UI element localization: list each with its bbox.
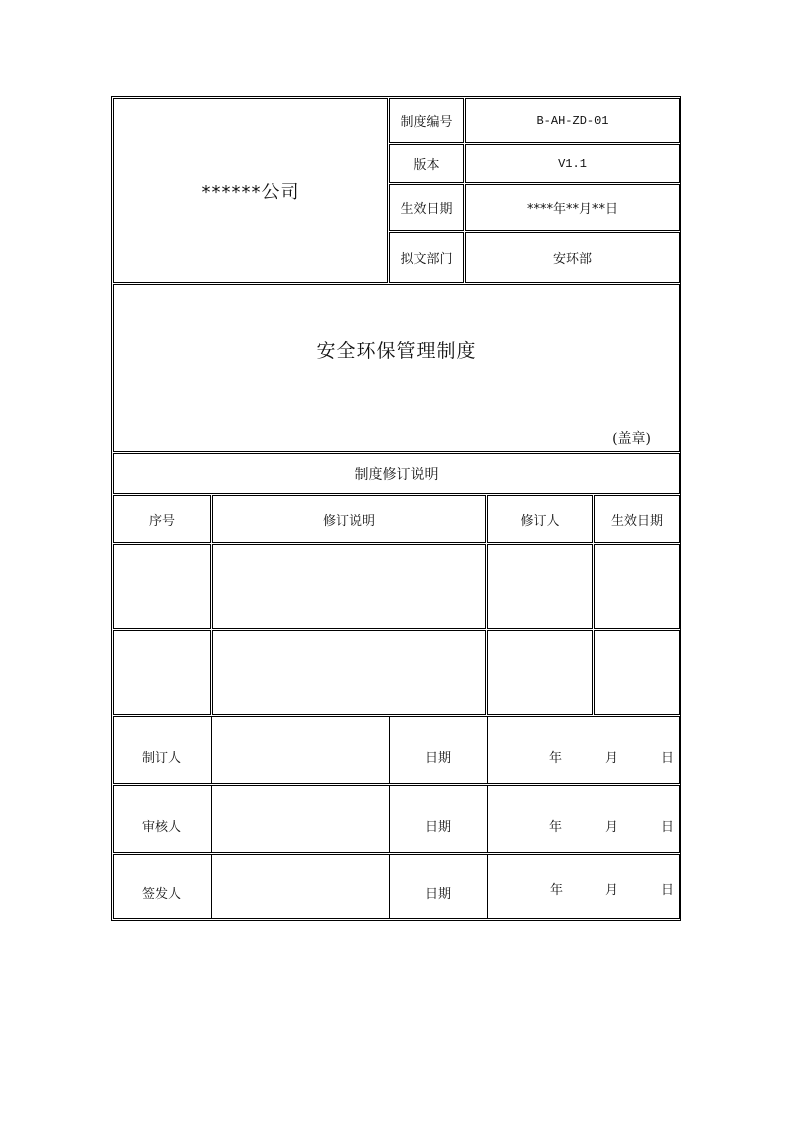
- company-name: ******公司: [201, 181, 300, 203]
- col-header-seq-label: 序号: [148, 513, 175, 529]
- issuer-label: 签发人: [142, 887, 182, 902]
- effective-date-value: ****年**月**日: [526, 202, 618, 217]
- reviewer-date-field[interactable]: [488, 786, 679, 852]
- drafter-date-label: 日期: [425, 751, 452, 766]
- version-label: 版本: [413, 158, 440, 173]
- col-header-reviser-label: 修订人: [520, 513, 560, 529]
- month-label: 月: [605, 751, 619, 766]
- drafter-name-field[interactable]: [212, 717, 389, 783]
- effective-date-label-cell: [389, 184, 464, 231]
- col-header-effective-date: [594, 495, 680, 543]
- day-label: 日: [661, 820, 675, 835]
- revision-row-2-seq[interactable]: [113, 630, 211, 715]
- issuer-date-label: 日期: [425, 887, 452, 902]
- reviewer-label: 审核人: [142, 820, 182, 835]
- revision-row-2-effective-date[interactable]: [594, 630, 680, 715]
- col-header-description: [212, 495, 486, 543]
- signature-row-drafter: [113, 716, 680, 784]
- day-label: 日: [661, 883, 675, 898]
- doc-number-value: B-AH-ZD-01: [536, 113, 609, 128]
- document-title: 安全环保管理制度: [316, 340, 477, 362]
- col-header-effective-date-label: 生效日期: [610, 513, 663, 529]
- col-header-seq: [113, 495, 211, 543]
- signature-row-reviewer: [113, 785, 680, 853]
- version-value: V1.1: [558, 156, 587, 171]
- revision-row-2-description[interactable]: [212, 630, 486, 715]
- year-label: 年: [549, 820, 563, 835]
- issuer-name-field[interactable]: [212, 855, 389, 918]
- effective-date-value-cell[interactable]: [465, 184, 680, 231]
- col-header-description-label: 修订说明: [322, 513, 375, 529]
- year-label: 年: [549, 751, 563, 766]
- version-value-cell[interactable]: [465, 144, 680, 183]
- revision-section-header: [113, 453, 680, 494]
- drafting-dept-label: 拟文部门: [400, 252, 453, 267]
- seal-placeholder: (盖章): [612, 431, 651, 447]
- drafter-label: 制订人: [142, 751, 182, 766]
- revision-row-1-reviser[interactable]: [487, 544, 593, 629]
- issuer-date-field[interactable]: [488, 855, 679, 918]
- doc-number-value-cell[interactable]: [465, 98, 680, 143]
- month-label: 月: [605, 883, 619, 898]
- drafting-dept-value: 安环部: [552, 252, 592, 267]
- company-name-cell: [113, 98, 388, 283]
- revision-row-1-seq[interactable]: [113, 544, 211, 629]
- revision-row-1-effective-date[interactable]: [594, 544, 680, 629]
- drafting-dept-value-cell[interactable]: [465, 232, 680, 283]
- doc-number-label-cell: [389, 98, 464, 143]
- effective-date-label: 生效日期: [400, 202, 453, 217]
- day-label: 日: [661, 751, 675, 766]
- revision-row-2-reviser[interactable]: [487, 630, 593, 715]
- signature-row-issuer: [113, 854, 680, 919]
- title-block: [113, 284, 680, 452]
- revision-row-1-description[interactable]: [212, 544, 486, 629]
- revision-section-title: 制度修订说明: [354, 466, 439, 483]
- version-label-cell: [389, 144, 464, 183]
- reviewer-date-label: 日期: [425, 820, 452, 835]
- reviewer-name-field[interactable]: [212, 786, 389, 852]
- year-label: 年: [550, 883, 564, 898]
- doc-number-label: 制度编号: [400, 115, 453, 130]
- drafting-dept-label-cell: [389, 232, 464, 283]
- drafter-date-field[interactable]: [488, 717, 679, 783]
- month-label: 月: [605, 820, 619, 835]
- col-header-reviser: [487, 495, 593, 543]
